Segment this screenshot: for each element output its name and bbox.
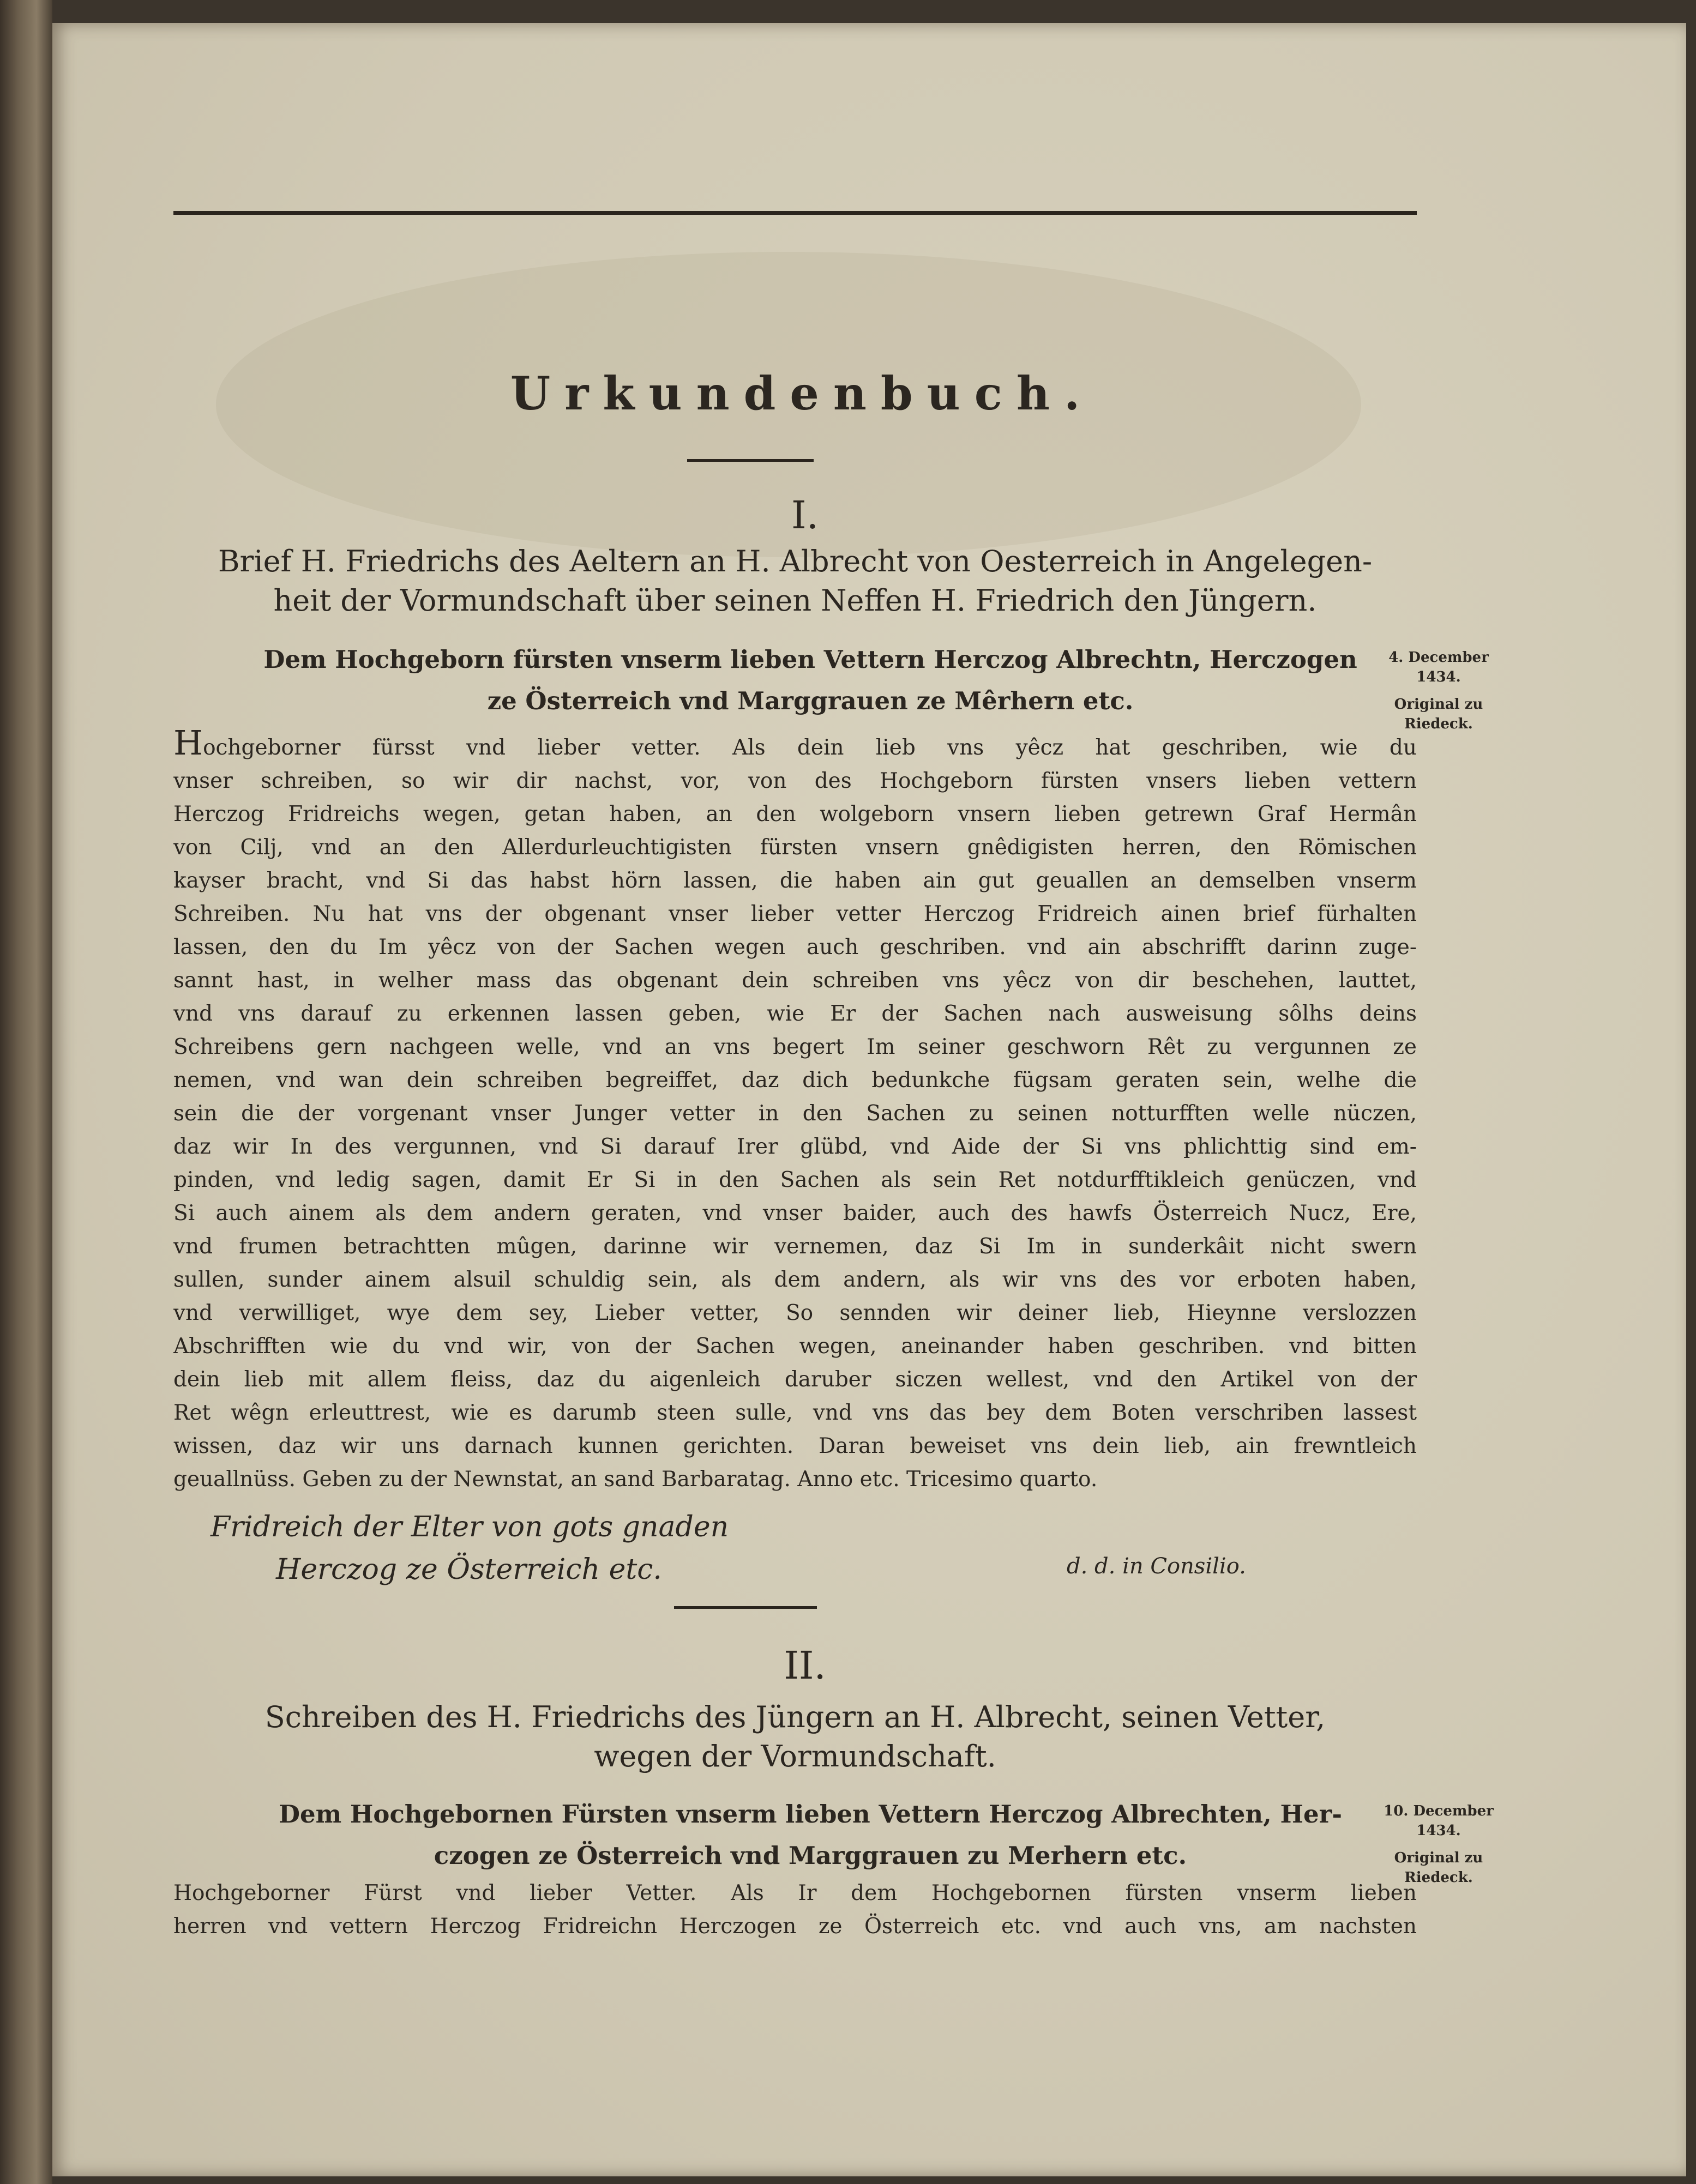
body-line: dein lieb mit allem fleiss, daz du aigenleich daruber siczen wellest, vnd den Artikel von der [173, 1367, 1417, 1392]
body-line: Ret wêgn erleuttrest, wie es darumb steen sulle, vnd vns das bey dem Boten verschriben lassest [173, 1401, 1417, 1425]
header-rule [173, 211, 1417, 215]
body-line [173, 726, 1417, 764]
document-numeral: II. [784, 1643, 826, 1688]
margin-year: 1434. [1416, 1823, 1461, 1839]
page-sheet [52, 23, 1686, 2176]
binding-edge [0, 0, 52, 2184]
heading-line: Schreiben des H. Friedrichs des Jüngern an H. Albrecht, seinen Vetter, [264, 1700, 1326, 1734]
document-address [211, 1794, 1410, 1877]
margin-year: 1434. [1416, 669, 1461, 685]
signature-note: d. d. in Consilio. [1067, 1554, 1246, 1579]
margin-note [1370, 1801, 1507, 1887]
address-line: Dem Hochgebornen Fürsten vnserm lieben Vettern Herczog Albrechten, Her- [278, 1800, 1343, 1829]
address-line: ze Österreich vnd Marggrauen ze Mêrhern etc. [487, 686, 1134, 715]
body-line: vnd frumen betrachtten mûgen, darinne wir vernemen, daz Si Im in sunderkâit nicht swern [173, 1234, 1417, 1259]
body-line: Abschrifften wie du vnd wir, von der Sachen wegen, aneinander haben geschriben. vnd bitten [173, 1334, 1417, 1359]
heading-line: Brief H. Friedrichs des Aeltern an H. Albrecht von Oesterreich in Angelegen- [218, 544, 1373, 578]
margin-source-place: Riedeck. [1404, 716, 1473, 732]
heading-line: heit der Vormundschaft über seinen Neffen H. Friedrich den Jüngern. [273, 583, 1317, 618]
body-line: sullen, sunder ainem alsuil schuldig sein, als dem andern, als wir vns des vor erboten haben, [173, 1268, 1417, 1292]
body-line: kayser bracht, vnd Si das habst hörn lassen, die haben ain gut geuallen an demselben vnserm [173, 868, 1417, 893]
title-divider [687, 459, 814, 462]
body-line: von Cilj, vnd an den Allerdurleuchtigisten fürsten vnsern gnêdigisten herren, den Römischen [173, 835, 1417, 860]
document-body [173, 1877, 1417, 1943]
body-line: vnd vns darauf zu erkennen lassen geben, wie Er der Sachen nach ausweisung sôlhs deins [173, 1001, 1417, 1026]
body-line: Schreibens gern nachgeen welle, vnd an vns begert Im seiner geschworn Rêt zu vergunnen ze [173, 1035, 1417, 1059]
margin-note [1370, 648, 1507, 734]
drop-cap: H [173, 726, 203, 763]
body-line: Schreiben. Nu hat vns der obgenant vnser lieber vetter Herczog Fridreich ainen brief fürhalten [173, 902, 1417, 926]
body-line-text: ochgeborner fürsst vnd lieber vetter. Als dein lieb vns yêcz hat geschriben, wie du [203, 735, 1417, 760]
body-line: wissen, daz wir uns darnach kunnen gerichten. Daran beweiset vns dein lieb, ain frewntleich [173, 1434, 1417, 1458]
body-line: Herczog Fridreichs wegen, getan haben, an den wolgeborn vnsern lieben getrewn Graf Hermân [173, 802, 1417, 826]
body-line: nemen, vnd wan dein schreiben begreiffet, daz dich bedunkche fügsam geraten sein, welhe die [173, 1068, 1417, 1093]
body-line: vnd verwilliget, wye dem sey, Lieber vetter, So sennden wir deiner lieb, Hieynne verslozzen [173, 1301, 1417, 1325]
margin-date: 4. December [1388, 649, 1489, 666]
signature-line: Fridreich der Elter von gots gnaden [211, 1511, 729, 1543]
section-divider [674, 1606, 817, 1609]
body-line: sein die der vorgenant vnser Junger vetter in den Sachen zu seinen notturfften welle nüczen, [173, 1101, 1417, 1126]
heading-line: wegen der Vormundschaft. [594, 1739, 996, 1773]
body-line: daz wir In des vergunnen, vnd Si darauf Irer glübd, vnd Aide der Si vns phlichttig sind em- [173, 1135, 1417, 1159]
body-line: sannt hast, in welher mass das obgenant dein schreiben vns yêcz von dir beschehen, lauttet, [173, 968, 1417, 993]
page-title: Urkundenbuch. [510, 366, 1094, 420]
body-line: pinden, vnd ledig sagen, damit Er Si in den Sachen als sein Ret notdurfftikleich genüczen, vnd [173, 1168, 1417, 1192]
margin-source: Original zu [1394, 1850, 1483, 1866]
body-line: vnser schreiben, so wir dir nachst, vor, von des Hochgeborn fürsten vnsers lieben vettern [173, 769, 1417, 793]
margin-date: 10. December [1384, 1803, 1494, 1819]
body-line: Si auch ainem als dem andern geraten, vnd vnser baider, auch des hawfs Österreich Nucz, Ere, [173, 1201, 1417, 1226]
margin-source-place: Riedeck. [1404, 1869, 1473, 1886]
address-line: czogen ze Österreich vnd Marggrauen zu Merhern etc. [434, 1841, 1187, 1870]
body-line: Hochgeborner Fürst vnd lieber Vetter. Als Ir dem Hochgebornen fürsten vnserm lieben [173, 1881, 1417, 1905]
document-heading [173, 542, 1417, 620]
margin-source: Original zu [1394, 696, 1483, 713]
document-body [173, 726, 1417, 1496]
document-address [211, 639, 1410, 722]
body-line: lassen, den du Im yêcz von der Sachen wegen auch geschriben. vnd ain abschrifft darinn zuge- [173, 935, 1417, 960]
body-line: herren vnd vettern Herczog Fridreichn Herczogen ze Österreich etc. vnd auch vns, am nachsten [173, 1914, 1417, 1939]
document-numeral: I. [791, 493, 819, 538]
signature-title: Herczog ze Österreich etc. [276, 1553, 662, 1586]
address-line: Dem Hochgeborn fürsten vnserm lieben Vettern Herczog Albrechtn, Herczogen [263, 645, 1357, 674]
document-heading [173, 1698, 1417, 1776]
body-line: geuallnüss. Geben zu der Newnstat, an sand Barbaratag. Anno etc. Tricesimo quarto. [173, 1467, 1098, 1492]
